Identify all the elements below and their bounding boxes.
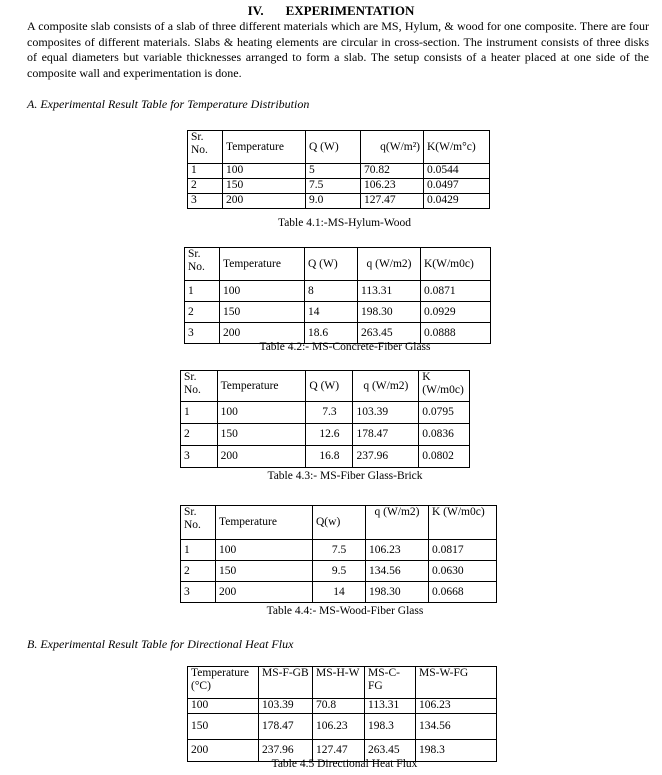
header-cell: Temperature [223, 131, 306, 164]
cell: 7.5 [306, 179, 361, 194]
cell: 0.0871 [421, 281, 491, 302]
cell: 2 [181, 561, 216, 582]
cell: 150 [188, 714, 259, 740]
cell: 127.47 [313, 740, 365, 762]
table-4-2 [184, 247, 491, 344]
cell: 1 [181, 540, 216, 561]
header-cell: Q (W) [305, 248, 358, 281]
table-row [188, 714, 497, 740]
cell: 0.0544 [424, 164, 490, 179]
cell: 200 [223, 194, 306, 209]
header-cell: Temperature [217, 371, 306, 402]
cell: 0.0497 [424, 179, 490, 194]
header-cell: K(W/m0c) [421, 248, 491, 281]
header-cell: MS-W-FG [416, 667, 497, 699]
cell: 150 [223, 179, 306, 194]
cell: 18.6 [305, 323, 358, 344]
cell: 1 [181, 402, 218, 424]
header-cell: Sr. No. [188, 131, 223, 164]
cell: 8 [305, 281, 358, 302]
header-cell: K(W/m°c) [424, 131, 490, 164]
table-row [185, 302, 491, 323]
table-4-1-caption: Table 4.1:-MS-Hylum-Wood [277, 217, 412, 229]
cell: 1 [188, 164, 223, 179]
table-row [181, 540, 497, 561]
table-row [181, 582, 497, 603]
cell: 198.3 [416, 740, 497, 762]
cell: 0.0888 [421, 323, 491, 344]
cell: 134.56 [416, 714, 497, 740]
table-row [185, 281, 491, 302]
cell: 0.0429 [424, 194, 490, 209]
table-row [181, 446, 470, 468]
cell: 0.0795 [419, 402, 470, 424]
cell: 113.31 [358, 281, 421, 302]
cell: 200 [217, 446, 306, 468]
cell: 100 [188, 699, 259, 714]
header-cell: Temperature (°C) [188, 667, 259, 699]
section-title: EXPERIMENTATION [285, 3, 415, 18]
cell: 100 [220, 281, 305, 302]
cell: 16.8 [306, 446, 353, 468]
cell: 0.0929 [421, 302, 491, 323]
header-cell: q(W/m²) [361, 131, 424, 164]
cell: 14 [305, 302, 358, 323]
cell: 100 [223, 164, 306, 179]
cell: 100 [217, 402, 306, 424]
section-number: IV. [247, 3, 264, 18]
table-row [188, 179, 490, 194]
header-cell: q (W/m2) [353, 371, 419, 402]
cell: 263.45 [358, 323, 421, 344]
header-cell: Sr. No. [181, 506, 216, 540]
cell: 106.23 [361, 179, 424, 194]
intro-paragraph: A composite slab consists of a slab of three different materials which are MS, Hylum, & wood for one composite. There are four composites of different materials. Slabs & heating elements are circular in cross-section. The instrument consists of three disks of equal diameters but variable thicknesses arranged to form a slab. The setup consists of a heater placed at one side of the composite wall and experimentation is done. [27, 19, 649, 80]
header-cell: K (W/m0c) [429, 506, 497, 540]
table-header-row [181, 371, 470, 402]
cell: 12.6 [306, 424, 353, 446]
header-cell: MS-H-W [313, 667, 365, 699]
cell: 0.0836 [419, 424, 470, 446]
cell: 7.3 [306, 402, 353, 424]
table-row [181, 561, 497, 582]
cell: 113.31 [365, 699, 416, 714]
cell: 14 [313, 582, 366, 603]
cell: 9.0 [306, 194, 361, 209]
cell: 200 [188, 740, 259, 762]
cell: 178.47 [353, 424, 419, 446]
cell: 150 [220, 302, 305, 323]
table-4-5 [187, 666, 497, 762]
cell: 5 [306, 164, 361, 179]
table-4-3-caption: Table 4.3:- MS-Fiber Glass-Brick [267, 470, 423, 482]
table-header-row [188, 667, 497, 699]
cell: 106.23 [313, 714, 365, 740]
header-cell: Sr. No. [185, 248, 220, 281]
cell: 2 [185, 302, 220, 323]
subsection-a-heading: A. Experimental Result Table for Temperature Distribution [27, 97, 310, 111]
cell: 237.96 [259, 740, 313, 762]
cell: 2 [188, 179, 223, 194]
table-4-2-caption: Table 4.2:- MS-Concrete-Fiber Glass [259, 341, 431, 353]
header-cell: Temperature [220, 248, 305, 281]
header-cell: q (W/m2) [366, 506, 429, 540]
cell: 237.96 [353, 446, 419, 468]
header-cell: Q (W) [306, 371, 353, 402]
cell: 3 [185, 323, 220, 344]
cell: 198.30 [358, 302, 421, 323]
table-row [188, 164, 490, 179]
cell: 3 [181, 582, 216, 603]
header-cell: MS-F-GB [259, 667, 313, 699]
cell: 200 [220, 323, 305, 344]
cell: 127.47 [361, 194, 424, 209]
table-row [188, 194, 490, 209]
header-cell: Sr. No. [181, 371, 218, 402]
table-header-row [181, 506, 497, 540]
cell: 103.39 [353, 402, 419, 424]
section-heading [0, 3, 662, 19]
cell: 106.23 [366, 540, 429, 561]
cell: 70.82 [361, 164, 424, 179]
cell: 178.47 [259, 714, 313, 740]
cell: 3 [181, 446, 218, 468]
header-cell: q (W/m2) [358, 248, 421, 281]
table-header-row [185, 248, 491, 281]
cell: 150 [216, 561, 313, 582]
cell: 198.30 [366, 582, 429, 603]
cell: 103.39 [259, 699, 313, 714]
cell: 0.0817 [429, 540, 497, 561]
cell: 106.23 [416, 699, 497, 714]
cell: 3 [188, 194, 223, 209]
table-row [181, 402, 470, 424]
header-cell: Q (W) [306, 131, 361, 164]
header-cell: MS-C-FG [365, 667, 416, 699]
table-row [188, 699, 497, 714]
cell: 200 [216, 582, 313, 603]
cell: 150 [217, 424, 306, 446]
cell: 0.0802 [419, 446, 470, 468]
table-4-1 [187, 130, 490, 209]
cell: 100 [216, 540, 313, 561]
cell: 134.56 [366, 561, 429, 582]
table-header-row [188, 131, 490, 164]
table-row [181, 424, 470, 446]
header-cell: K (W/m0c) [419, 371, 470, 402]
cell: 198.3 [365, 714, 416, 740]
header-cell: Q(w) [313, 506, 366, 540]
cell: 263.45 [365, 740, 416, 762]
cell: 0.0630 [429, 561, 497, 582]
cell: 2 [181, 424, 218, 446]
cell: 1 [185, 281, 220, 302]
cell: 0.0668 [429, 582, 497, 603]
table-4-5-caption: Table 4.5 Directional Heat Flux [271, 758, 418, 770]
subsection-b-heading: B. Experimental Result Table for Directional Heat Flux [27, 637, 294, 651]
cell: 9.5 [313, 561, 366, 582]
cell: 7.5 [313, 540, 366, 561]
table-4-4-caption: Table 4.4:- MS-Wood-Fiber Glass [266, 605, 424, 617]
cell: 70.8 [313, 699, 365, 714]
table-4-3 [180, 370, 470, 468]
table-4-4 [180, 505, 497, 603]
header-cell: Temperature [216, 506, 313, 540]
